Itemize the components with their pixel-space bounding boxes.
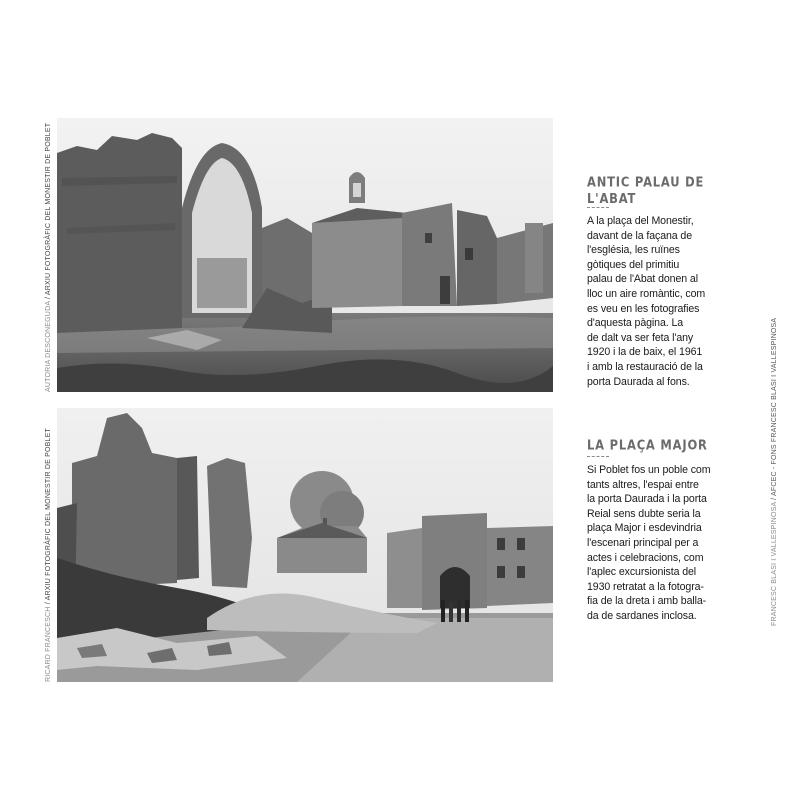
photo-credit-top: AUTORIA DESCONEGUDA / ARXIU FOTOGRÀFIC DEL MONESTIR DE POBLET [45,122,52,392]
body-line: fia de la dreta i amb balla- [587,595,707,608]
body-line: Si Poblet fos un poble com [587,464,711,476]
body-line: actes i celebracions, com [587,551,704,564]
photo-placa-major [57,408,553,682]
photo-credit-bottom-archive: ARXIU FOTOGRÀFIC DEL MONESTIR DE POBLET [45,428,52,601]
section-body [587,463,727,624]
body-line: Reial sens dubte seria la [587,507,701,520]
section-title: ANTIC PALAU DE L'ABAT [587,174,705,207]
body-line: l'escenari principal per a [587,536,699,549]
body-line: porta Daurada al fons. [587,375,690,388]
body-line: de dalt va ser feta l'any [587,331,694,344]
body-line: tants altres, l'espai entre [587,478,699,491]
body-line: l'aplec excursionista del [587,566,697,579]
section-placa-major [587,437,727,624]
title-rule [587,456,609,457]
body-line: 1930 retratat a la fotogra- [587,580,704,593]
body-line: palau de l'Abat donen al [587,273,698,286]
body-line: gòtiques del primitiu [587,258,680,271]
body-line: la porta Daurada i la porta [587,493,707,506]
title-rule [587,207,609,208]
body-line: l'església, les ruïnes [587,244,680,257]
photo-placa-major-image [57,408,553,682]
body-line: plaça Major i esdevindria [587,522,702,535]
section-antic-palau [587,174,727,389]
section-title: LA PLAÇA MAJOR [587,437,708,454]
body-line: 1920 i la de baix, el 1961 [587,346,703,359]
body-line: davant de la façana de [587,229,692,242]
photo-credit-top-author: AUTORIA DESCONEGUDA [45,301,52,392]
body-line: A la plaça del Monestir, [587,215,694,227]
photo-credit-top-archive: ARXIU FOTOGRÀFIC DEL MONESTIR DE POBLET [45,122,52,296]
photo-credit-bottom-author: RICARD FRANCESCH [45,606,52,682]
body-line: d'aquesta pàgina. La [587,317,684,330]
body-line: es veu en les fotografies [587,302,700,315]
side-credit-light: FRANCESC BLASI I VALLESPINOSA [771,502,778,626]
photo-abbot-palace-image [57,118,553,392]
side-credit-dark: AFCEC - FONS FRANCESC BLASI I VALLESPINOSA [771,317,778,496]
photo-credit-bottom: RICARD FRANCESCH / ARXIU FOTOGRÀFIC DEL MONESTIR DE POBLET [45,428,52,682]
body-line: lloc un aire romàntic, com [587,287,706,300]
body-line: da de sardanes inclosa. [587,609,697,622]
body-line: i amb la restauració de la [587,360,703,373]
section-body [587,214,727,389]
photo-abbot-palace-ruins [57,118,553,392]
side-photo-credit: FRANCESC BLASI I VALLESPINOSA / AFCEC - FONS FRANCESC BLASI I VALLESPINOSA [771,317,778,626]
